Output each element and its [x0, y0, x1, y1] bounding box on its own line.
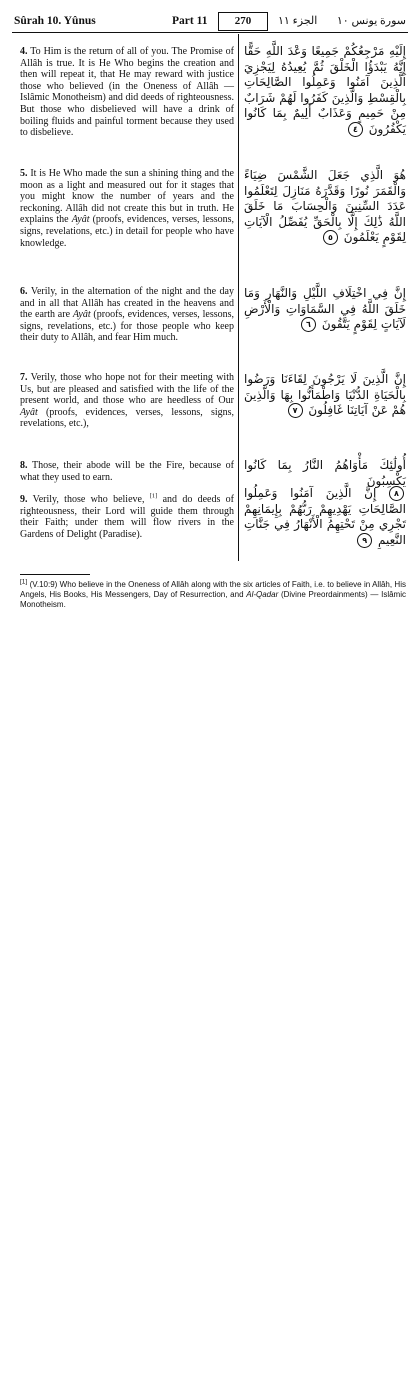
column-divider: [238, 34, 239, 561]
verse-text: Verily, in the alternation of the night and the day and in all that Allâh has created in the heavens and the earth are: [20, 286, 234, 321]
ayat-term: Ayât: [20, 406, 38, 418]
surah-title-ar: سورة يونس ١٠: [336, 15, 406, 27]
ayat-term: Ayât: [71, 214, 90, 226]
verse-number: 6.: [20, 286, 28, 297]
verse-text: Verily, those who hope not for their meeting with Us, but are pleased and satisfied with the life of the present world, and those who are heedless of Our: [20, 372, 234, 407]
verse-number: 9.: [20, 494, 28, 505]
ayat-term: Ayât: [72, 309, 91, 321]
verse-text: and do deeds of righteousness, their Lord will guide them through their Faith; under them will flow rivers in the Gardens of Delight (Paradise).: [20, 494, 234, 540]
verse-number: 8.: [20, 460, 28, 471]
page-number: 270: [218, 12, 268, 31]
verse-5-english: [20, 168, 234, 249]
ayah-end-marker: ٨: [389, 486, 404, 501]
verse-text: It is He Who made the sun a shining thing and the moon as a light and measured out for it stages that you might know the number of years and the reckoning. Allâh did not create this but in truth. He explains the: [20, 168, 234, 226]
verse-7-english: [20, 372, 234, 430]
surah-title-en: Sûrah 10. Yûnus: [14, 15, 96, 27]
arabic-text: أُولَٰئِكَ مَأْوَاهُمُ النَّارُ بِمَا كَانُوا يَكْسِبُونَ: [244, 458, 406, 488]
arabic-text: إِلَيْهِ مَرْجِعُكُمْ جَمِيعًا وَعْدَ اللَّهِ حَقًّا إِنَّهُ يَبْدَؤُا الْخَلْقَ ثُمَّ يُعِيدُهُ لِيَجْزِيَ الَّذِينَ آمَنُوا وَعَمِلُوا الصَّالِحَاتِ بِالْقِسْطِ وَالَّذِينَ كَفَرُوا لَهُمْ شَرَابٌ مِنْ حَمِيمٍ وَعَذَابٌ أَلِيمٌ بِمَا كَانُوا يَكْفُرُونَ: [244, 44, 406, 136]
footnote-text: (Divine Preordainments) — Islâmic Monotheism.: [20, 590, 406, 609]
verse-6-arabic: [244, 286, 406, 333]
verse-7-arabic: [244, 372, 406, 419]
footnote-marker: [1]: [20, 578, 28, 586]
footnote-reference[interactable]: [1]: [149, 492, 158, 500]
header-rule: [12, 32, 408, 33]
verse-text: Those, their abode will be the Fire, because of what they used to earn.: [20, 460, 235, 483]
part-label: Part 11: [172, 15, 208, 27]
footnote-rule: [20, 574, 90, 575]
ayah-end-marker: ٦: [301, 317, 316, 332]
verse-number: 4.: [20, 46, 28, 57]
arabic-text: إِنَّ الَّذِينَ آمَنُوا وَعَمِلُوا الصَّالِحَاتِ يَهْدِيهِمْ رَبُّهُمْ بِإِيمَانِهِمْ تَجْرِي مِنْ تَحْتِهِمُ الْأَنْهَارُ فِي جَنَّاتِ النَّعِيمِ: [244, 486, 406, 547]
verse-text: Verily, those who believe,: [32, 494, 150, 505]
ayah-end-marker: ٤: [348, 122, 363, 137]
verse-text: (proofs, evidences, verses, lessons, signs, revelations, etc.),: [20, 406, 234, 430]
verse-text: (proofs, evidences, verses, lessons, signs, revelations, etc.) in detail for people who have knowledge.: [20, 214, 235, 249]
juz-label-ar: الجزء ١١: [278, 15, 318, 27]
footnote: [20, 580, 406, 610]
arabic-text: هُوَ الَّذِي جَعَلَ الشَّمْسَ ضِيَاءً وَالْقَمَرَ نُورًا وَقَدَّرَهُ مَنَازِلَ لِتَعْلَمُوا عَدَدَ السِّنِينَ وَالْحِسَابَ مَا خَلَقَ اللَّهُ ذَٰلِكَ إِلَّا بِالْحَقِّ يُفَصِّلُ الْآيَاتِ لِقَوْمٍ يَعْلَمُونَ: [244, 168, 406, 244]
verse-number: 7.: [20, 372, 28, 383]
arabic-text: إِنَّ الَّذِينَ لَا يَرْجُونَ لِقَاءَنَا وَرَضُوا بِالْحَيَاةِ الدُّنْيَا وَاطْمَأَنُّوا بِهَا وَالَّذِينَ هُمْ عَنْ آيَاتِنَا غَافِلُونَ: [244, 372, 406, 417]
verse-4-arabic: [244, 44, 406, 137]
verse-9-english: [20, 494, 234, 540]
verse-number: 5.: [20, 168, 28, 179]
ayah-end-marker: ٥: [323, 230, 338, 245]
footnote-text: (V.10:9) Who believe in the Oneness of Allâh along with the six articles of Faith, i.e. to believe in Allâh, His Angels, His Books, His Messengers, Day of Resurrection, and: [20, 580, 406, 599]
verse-5-arabic: [244, 168, 406, 246]
verse-text: To Him is the return of all of you. The Promise of Allâh is true. It is He Who begins the creation and then will repeat it, that He may reward with justice those who believed (in the Oneness of Allâh — Islâmic Monotheism) and did deeds of righteousness. But those who disbelieved will have a drink of boiling fluids and painful torment because they used to disbelieve.: [20, 46, 234, 139]
arabic-text: إِنَّ فِي اخْتِلَافِ اللَّيْلِ وَالنَّهَارِ وَمَا خَلَقَ اللَّهُ فِي السَّمَاوَاتِ وَالْأَرْضِ لَآيَاتٍ لِقَوْمٍ يَتَّقُونَ: [244, 286, 406, 331]
page-header: [12, 8, 408, 34]
verse-8-english: [20, 460, 234, 483]
verse-text: (proofs, evidences, verses, lessons, signs, revelations, etc.) for those people who keep their duty to Allâh, and fear Him much.: [20, 309, 235, 344]
verse-8-arabic: [244, 458, 406, 489]
verse-6-english: [20, 286, 234, 344]
verse-9-arabic: [244, 486, 406, 548]
verse-4-english: [20, 46, 234, 139]
ayah-end-marker: ٧: [288, 403, 303, 418]
footnote-term: Al-Qadar: [246, 590, 279, 599]
ayah-end-marker: ٩: [357, 533, 372, 548]
